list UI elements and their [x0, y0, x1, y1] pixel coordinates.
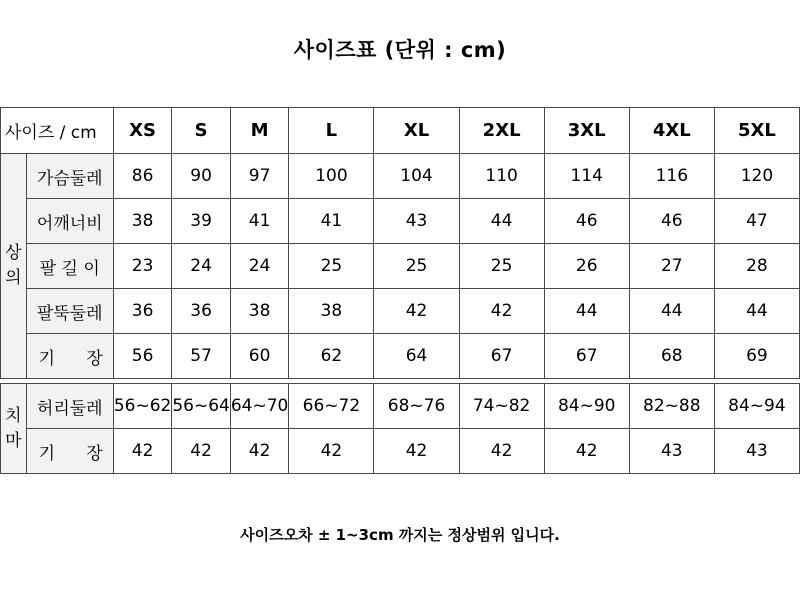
table-cell: 44 — [714, 289, 799, 334]
size-header: S — [172, 108, 231, 154]
row-label: 어깨너비 — [26, 199, 113, 244]
table-cell: 90 — [172, 154, 231, 199]
table-cell: 57 — [172, 334, 231, 379]
table-cell: 24 — [172, 244, 231, 289]
table-cell: 42 — [113, 429, 172, 474]
table-cell: 47 — [714, 199, 799, 244]
table-cell: 68~76 — [374, 384, 459, 429]
table-cell: 46 — [544, 199, 629, 244]
table-row — [1, 289, 800, 334]
table-cell: 38 — [113, 199, 172, 244]
table-cell: 64 — [374, 334, 459, 379]
table-cell: 67 — [544, 334, 629, 379]
table-cell: 38 — [289, 289, 374, 334]
size-chart-table — [0, 107, 800, 474]
table-cell: 25 — [374, 244, 459, 289]
table-cell: 36 — [113, 289, 172, 334]
table-cell: 26 — [544, 244, 629, 289]
table-cell: 43 — [629, 429, 714, 474]
table-row — [1, 334, 800, 379]
table-cell: 68 — [629, 334, 714, 379]
table-cell: 56~64 — [172, 384, 231, 429]
group-label-bottom: 치 마 — [1, 384, 27, 474]
row-label: 팔 길 이 — [26, 244, 113, 289]
table-row — [1, 154, 800, 199]
table-cell: 24 — [230, 244, 289, 289]
table-cell: 116 — [629, 154, 714, 199]
row-label: 기 장 — [26, 334, 113, 379]
size-header: 2XL — [459, 108, 544, 154]
table-row — [1, 384, 800, 429]
table-cell: 41 — [289, 199, 374, 244]
table-cell: 42 — [289, 429, 374, 474]
table-row — [1, 244, 800, 289]
table-cell: 82~88 — [629, 384, 714, 429]
table-cell: 43 — [714, 429, 799, 474]
size-header: XL — [374, 108, 459, 154]
table-cell: 25 — [459, 244, 544, 289]
table-cell: 86 — [113, 154, 172, 199]
size-unit-header: 사이즈 / cm — [1, 108, 114, 154]
row-label: 기 장 — [26, 429, 113, 474]
table-cell: 42 — [374, 429, 459, 474]
table-cell: 39 — [172, 199, 231, 244]
table-cell: 56 — [113, 334, 172, 379]
row-label: 허리둘레 — [26, 384, 113, 429]
table-row — [1, 429, 800, 474]
table-cell: 84~90 — [544, 384, 629, 429]
table-cell: 67 — [459, 334, 544, 379]
table-cell: 43 — [374, 199, 459, 244]
page-title: 사이즈표 (단위 : cm) — [293, 38, 507, 62]
row-label: 가슴둘레 — [26, 154, 113, 199]
table-cell: 38 — [230, 289, 289, 334]
table-cell: 104 — [374, 154, 459, 199]
table-cell: 42 — [459, 289, 544, 334]
table-row — [1, 199, 800, 244]
table-cell: 27 — [629, 244, 714, 289]
size-tolerance-note: 사이즈오차 ± 1~3cm 까지는 정상범위 입니다. — [240, 526, 560, 544]
table-cell: 84~94 — [714, 384, 799, 429]
size-header: 3XL — [544, 108, 629, 154]
size-header: 5XL — [714, 108, 799, 154]
table-cell: 42 — [230, 429, 289, 474]
row-label: 팔뚝둘레 — [26, 289, 113, 334]
table-cell: 44 — [459, 199, 544, 244]
table-cell: 28 — [714, 244, 799, 289]
table-cell: 42 — [172, 429, 231, 474]
table-cell: 60 — [230, 334, 289, 379]
table-cell: 62 — [289, 334, 374, 379]
table-cell: 42 — [544, 429, 629, 474]
table-cell: 36 — [172, 289, 231, 334]
table-cell: 25 — [289, 244, 374, 289]
table-cell: 44 — [544, 289, 629, 334]
size-header: XS — [113, 108, 172, 154]
group-label-top: 상 의 — [1, 154, 27, 379]
table-cell: 46 — [629, 199, 714, 244]
table-cell: 66~72 — [289, 384, 374, 429]
table-cell: 64~70 — [230, 384, 289, 429]
table-cell: 69 — [714, 334, 799, 379]
table-cell: 74~82 — [459, 384, 544, 429]
table-cell: 110 — [459, 154, 544, 199]
table-cell: 42 — [459, 429, 544, 474]
size-header: L — [289, 108, 374, 154]
table-cell: 44 — [629, 289, 714, 334]
table-cell: 100 — [289, 154, 374, 199]
size-header: 4XL — [629, 108, 714, 154]
header-row — [1, 108, 800, 154]
table-cell: 41 — [230, 199, 289, 244]
table-cell: 56~62 — [113, 384, 172, 429]
table-cell: 42 — [374, 289, 459, 334]
size-header: M — [230, 108, 289, 154]
table-cell: 97 — [230, 154, 289, 199]
table-cell: 114 — [544, 154, 629, 199]
table-cell: 23 — [113, 244, 172, 289]
table-cell: 120 — [714, 154, 799, 199]
